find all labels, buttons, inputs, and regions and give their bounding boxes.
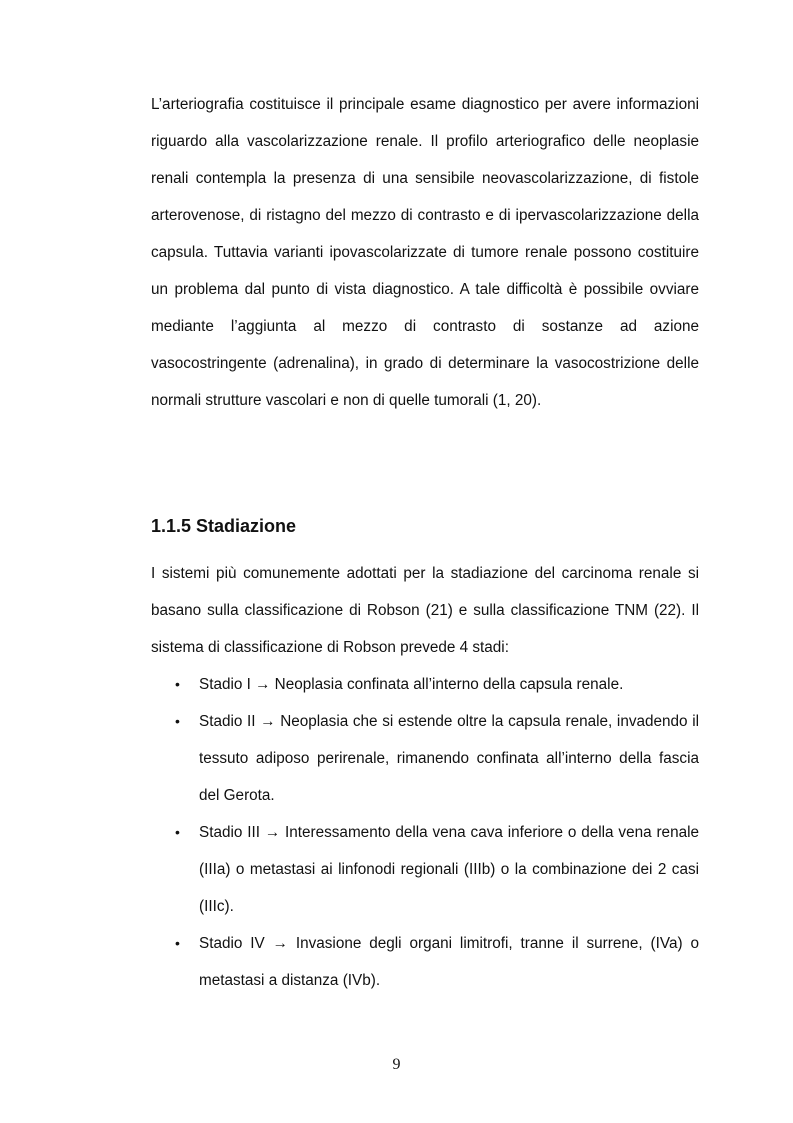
stage-text: Stadio IV → Invasione degli organi limitrofi, tranne il surrene, (IVa) o metastasi a distanza (IVb). (199, 935, 699, 989)
stage-text: Stadio III → Interessamento della vena cava inferiore o della vena renale (IIIa) o metastasi ai linfonodi regionali (IIIb) o la combinazione dei 2 casi (IIIc). (199, 824, 699, 915)
classification-paragraph: I sistemi più comunemente adottati per la stadiazione del carcinoma renale si basano sulla classificazione di Robson (21) e sulla classificazione TNM (22). Il sistema di classificazione di Robson prevede 4 stadi: (151, 565, 699, 656)
stage-item-3 (151, 814, 699, 925)
bullet-icon: • (175, 676, 180, 692)
stage-list (151, 666, 699, 999)
bullet-icon: • (175, 713, 180, 729)
stage-text: Stadio I → Neoplasia confinata all’interno della capsula renale. (199, 676, 624, 693)
section-heading: 1.1.5 Stadiazione (151, 516, 297, 536)
stage-text: Stadio II → Neoplasia che si estende oltre la capsula renale, invadendo il tessuto adiposo perirenale, rimanendo confinata all’interno della fascia del Gerota. (199, 713, 699, 804)
intro-paragraph: L’arteriografia costituisce il principale esame diagnostico per avere informazioni riguardo alla vascolarizzazione renale. Il profilo arteriografico delle neoplasie renali contempla la presenza di una sensibile neovascolarizzazione, di fistole arterovenose, di ristagno del mezzo di contrasto e di ipervascolarizzazione della capsula. Tuttavia varianti ipovascolarizzate di tumore renale possono costituire un problema dal punto di vista diagnostico. A tale difficoltà è possibile ovviare mediante l’aggiunta al mezzo di contrasto di sostanze ad azione vasocostringente (adrenalina), in grado di determinare la vasocostrizione delle normali strutture vascolari e non di quelle tumorali (1, 20). (151, 96, 699, 409)
bullet-icon: • (175, 824, 180, 840)
stage-item-1 (151, 666, 699, 703)
bullet-icon: • (175, 935, 180, 951)
page-number: 9 (392, 1056, 401, 1073)
stage-item-4 (151, 925, 699, 999)
stage-item-2 (151, 703, 699, 814)
